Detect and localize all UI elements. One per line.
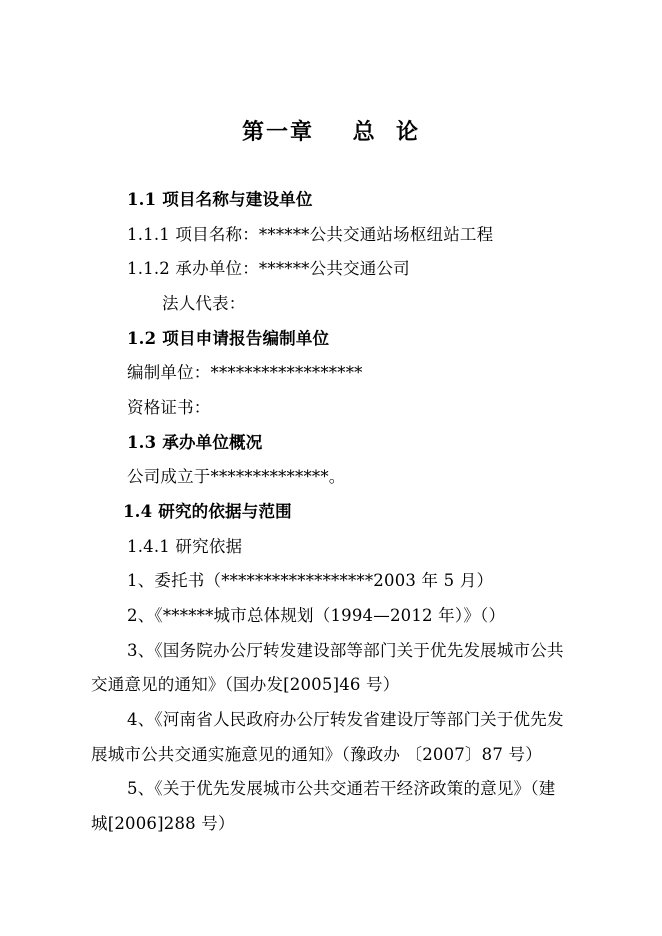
reference-item-4-line-2: 展城市公共交通实施意见的通知》（豫政办 〔2007〕87 号） (91, 745, 542, 764)
reference-item-4-line-1: 4、《河南省人民政府办公厅转发省建设厅等部门关于优先发 (127, 710, 564, 729)
section-heading-1-2: 1.2 项目申请报告编制单位 (127, 329, 330, 348)
reference-item-3-line-1: 3、《国务院办公厅转发建设部等部门关于优先发展城市公共 (127, 641, 564, 660)
legal-representative-line: 法人代表： (162, 294, 246, 313)
research-basis-heading: 1.4.1 研究依据 (127, 537, 243, 556)
chapter-title: 第一章 总 论 (242, 119, 420, 145)
reference-item-5-line-2: 城[2006]288 号） (91, 814, 235, 833)
section-heading-1-3: 1.3 承办单位概况 (127, 433, 263, 452)
section-heading-1-4: 1.4 研究的依据与范围 (123, 502, 292, 521)
section-heading-1-1: 1.1 项目名称与建设单位 (127, 190, 313, 209)
qualification-certificate-line: 资格证书： (127, 398, 211, 417)
compiling-unit-line: 编制单位：****************** (127, 363, 363, 382)
undertaking-unit-line: 1.1.2 承办单位：******公共交通公司 (127, 259, 410, 278)
reference-item-3-line-2: 交通意见的通知》（国办发[2005]46 号） (91, 675, 400, 694)
reference-item-2: 2、《******城市总体规划（1994—2012 年）》（） (127, 606, 506, 625)
project-name-line: 1.1.1 项目名称：******公共交通站场枢纽站工程 (127, 225, 494, 244)
reference-item-5-line-1: 5、《关于优先发展城市公共交通若干经济政策的意见》（建 (127, 779, 556, 798)
company-established-line: 公司成立于**************。 (127, 467, 346, 486)
reference-item-1: 1、委托书（******************2003 年 5 月） (127, 571, 494, 590)
